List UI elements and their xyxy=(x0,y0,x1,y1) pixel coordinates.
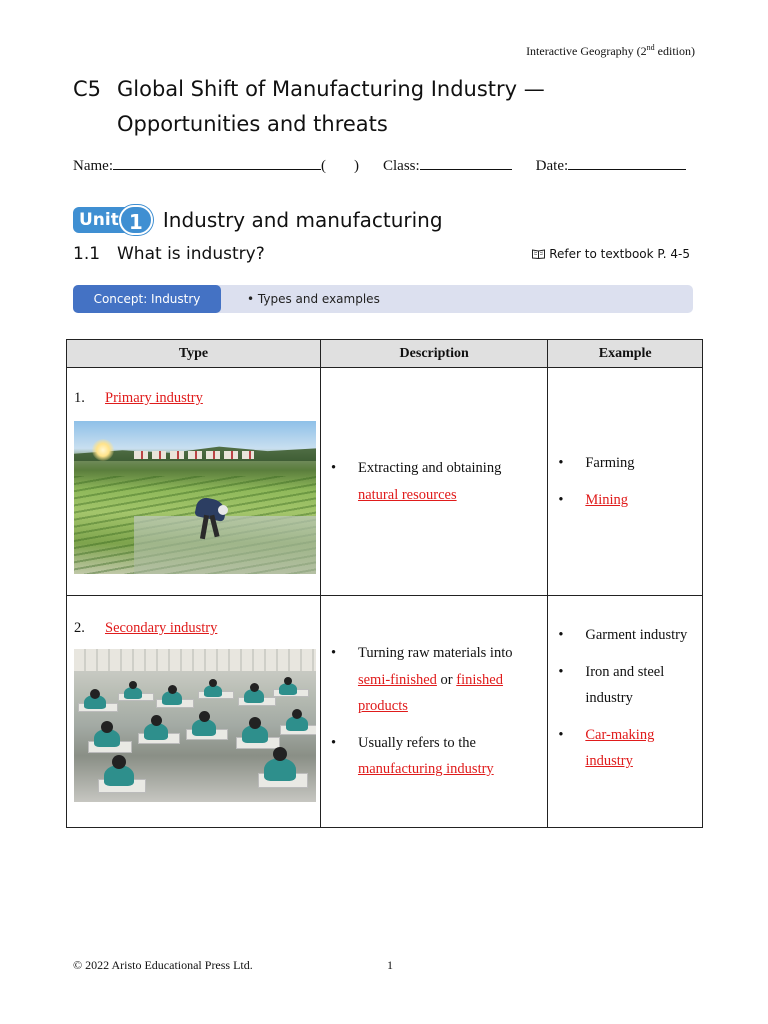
row-number: 1. xyxy=(74,390,85,406)
class-number-close: ) xyxy=(353,158,359,174)
description-cell xyxy=(320,596,547,828)
type-cell xyxy=(67,596,321,828)
unit-title: Industry and manufacturing xyxy=(162,208,443,232)
example-cell xyxy=(548,596,703,828)
section-heading xyxy=(73,244,690,264)
type-answer: Secondary industry xyxy=(105,620,218,636)
header-description: Description xyxy=(320,340,547,368)
chapter-code: C5 xyxy=(73,77,102,101)
type-cell xyxy=(67,368,321,596)
table-header-row xyxy=(67,340,703,368)
edition-header: Interactive Geography (2nd edition) xyxy=(526,43,695,58)
student-info-row xyxy=(73,155,695,175)
description-answer: semi-finished xyxy=(357,671,437,688)
date-label: Date: xyxy=(535,158,569,174)
table-row xyxy=(67,596,703,828)
footer-copyright: © 2022 Aristo Educational Press Ltd. xyxy=(73,958,253,972)
example-item xyxy=(558,487,702,514)
chapter-title-line1: Global Shift of Manufacturing Industry — xyxy=(117,77,545,101)
class-number-open: ( xyxy=(320,158,326,174)
class-field[interactable] xyxy=(420,155,512,170)
description-item: • Turning raw materials into semi-finished or finished products xyxy=(331,640,547,720)
chapter-title xyxy=(73,72,545,142)
unit-word: Unit xyxy=(73,207,125,233)
description-answer: finished products xyxy=(357,671,503,714)
description-item: • Usually refers to the manufacturing industry xyxy=(331,730,547,783)
description-answer: manufacturing industry xyxy=(357,761,494,777)
unit-heading xyxy=(73,206,443,234)
industry-table xyxy=(66,339,703,828)
example-item: • Farming xyxy=(558,450,702,477)
row-number: 2. xyxy=(74,620,85,636)
unit-badge xyxy=(73,206,153,234)
book-icon xyxy=(532,249,545,259)
description-cell xyxy=(320,368,547,596)
rice-paddy-farmer-photo xyxy=(74,421,316,574)
example-item xyxy=(558,722,702,775)
name-field[interactable] xyxy=(113,155,321,170)
class-label: Class: xyxy=(382,158,420,174)
date-field[interactable] xyxy=(568,155,686,170)
example-item: • Iron and steel industry xyxy=(558,659,702,712)
section-number: 1.1 xyxy=(73,244,101,264)
concept-text: • Types and examples xyxy=(247,292,380,306)
section-title: What is industry? xyxy=(117,244,265,264)
example-answer: Mining xyxy=(585,491,629,508)
textbook-reference xyxy=(532,247,690,261)
description-answer: natural resources xyxy=(357,486,457,503)
example-item: • Garment industry xyxy=(558,622,702,649)
concept-bar xyxy=(73,285,693,313)
name-label: Name: xyxy=(73,158,113,174)
example-answer: Car-making industry xyxy=(585,726,655,769)
garment-factory-photo xyxy=(74,649,316,802)
unit-number: 1 xyxy=(119,205,153,235)
chapter-title-line2: Opportunities and threats xyxy=(117,112,388,136)
page-number: 1 xyxy=(387,958,393,972)
header-example: Example xyxy=(548,340,703,368)
reference-text: Refer to textbook P. 4-5 xyxy=(549,247,690,261)
type-answer: Primary industry xyxy=(105,390,203,406)
example-cell xyxy=(548,368,703,596)
concept-tag: Concept: Industry xyxy=(73,285,221,313)
table-row xyxy=(67,368,703,596)
header-type: Type xyxy=(67,340,321,368)
description-item: • Extracting and obtaining natural resources xyxy=(331,455,547,508)
